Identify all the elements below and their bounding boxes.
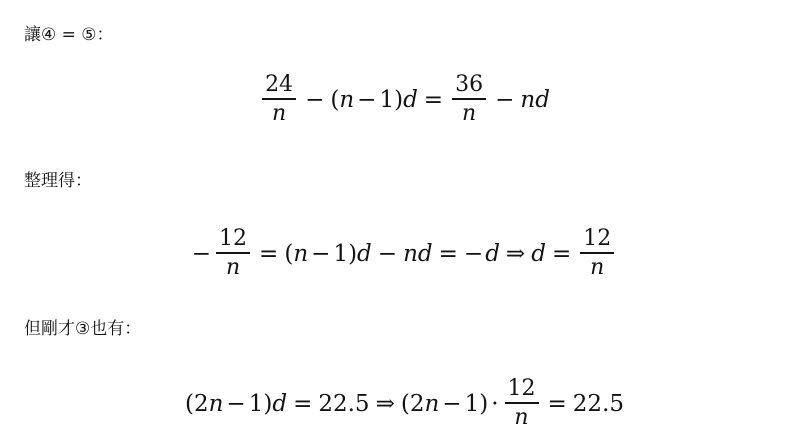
- fraction-denominator: n: [271, 100, 287, 126]
- operator-minus-1: −: [305, 86, 325, 113]
- left-paren-1: (: [284, 240, 294, 267]
- fraction-denominator: n: [225, 254, 241, 280]
- equals-sign-1: =: [423, 86, 444, 113]
- text-line-but-3-also-has: 但剛才③也有：: [24, 319, 142, 339]
- fraction-numerator: 12: [219, 226, 248, 251]
- value-22-5-right: 22.5: [572, 390, 625, 417]
- operator-minus-1: −: [226, 390, 246, 417]
- fraction-numerator: 24: [265, 72, 294, 97]
- multiplication-dot: ·: [491, 390, 499, 417]
- number-one-1: 1: [248, 390, 264, 417]
- fraction-bar: [262, 98, 296, 100]
- text-line-simplify: 整理得：: [24, 171, 92, 191]
- operator-minus-2: −: [442, 390, 462, 417]
- equals-sign-3: =: [551, 240, 572, 267]
- fraction-denominator: n: [514, 404, 529, 430]
- equation-2: [0, 228, 809, 280]
- right-paren-1: ): [394, 86, 404, 113]
- equals-sign-1: =: [293, 390, 313, 417]
- variable-n-1: n: [208, 390, 224, 417]
- fraction-bar: [452, 98, 486, 100]
- equation-1-expression: [259, 74, 550, 126]
- operator-minus-1: −: [311, 240, 331, 267]
- fraction-36-over-n: [452, 73, 486, 125]
- fraction-12-over-n-right: [580, 227, 614, 279]
- fraction-denominator: n: [461, 100, 477, 126]
- equals-sign-1: =: [259, 240, 279, 267]
- fraction-12-over-n: [505, 377, 539, 429]
- variable-n-2: n: [403, 240, 418, 267]
- variable-d-3: d: [485, 240, 500, 267]
- variable-n-1: n: [339, 86, 355, 113]
- left-paren-2: (: [400, 390, 410, 417]
- number-two-2: 2: [409, 390, 425, 417]
- value-22-5-left: 22.5: [318, 390, 370, 417]
- fraction-bar: [580, 252, 614, 254]
- variable-n-2: n: [424, 390, 440, 417]
- variable-d-1: d: [357, 240, 372, 267]
- implies-arrow: ⇒: [505, 240, 526, 267]
- fraction-bar: [216, 252, 250, 254]
- fraction-bar: [505, 402, 539, 404]
- equals-sign-2: =: [438, 240, 458, 267]
- text-line-let-4-equals-5: 讓④ = ⑤：: [24, 25, 114, 45]
- fraction-numerator: 12: [507, 376, 536, 401]
- implies-arrow: ⇒: [375, 390, 395, 417]
- equation-1: [0, 72, 809, 126]
- operator-minus-2: −: [357, 86, 377, 113]
- variable-n-2: n: [520, 86, 536, 113]
- variable-d-4: d: [531, 240, 546, 267]
- variable-d-2: d: [535, 86, 550, 113]
- variable-n-1: n: [293, 240, 309, 267]
- number-one-2: 1: [464, 390, 480, 417]
- left-paren-1: (: [184, 390, 194, 417]
- right-paren-1: ): [348, 240, 358, 267]
- right-paren-2: ): [479, 390, 489, 417]
- fraction-denominator: n: [590, 254, 605, 280]
- number-two-1: 2: [193, 390, 209, 417]
- fraction-numerator: 36: [455, 72, 484, 97]
- operator-minus-2: −: [377, 240, 398, 267]
- minus-sign-before-d: −: [463, 240, 484, 267]
- operator-minus-3: −: [495, 86, 515, 113]
- equation-2-expression: [192, 228, 617, 280]
- equation-3-expression: [185, 378, 624, 430]
- fraction-24-over-n: [262, 73, 296, 125]
- variable-d-1: d: [403, 86, 418, 113]
- fraction-12-over-n-left: [216, 227, 250, 279]
- equals-sign-2: =: [547, 390, 567, 417]
- left-paren-1: (: [330, 86, 340, 113]
- equation-3: [0, 378, 809, 430]
- number-one-1: 1: [333, 240, 349, 267]
- leading-minus-sign: −: [191, 240, 212, 267]
- fraction-numerator: 12: [583, 226, 612, 251]
- variable-d-1: d: [272, 390, 288, 417]
- number-one-1: 1: [379, 86, 395, 113]
- right-paren-1: ): [263, 390, 273, 417]
- variable-d-2: d: [417, 240, 433, 267]
